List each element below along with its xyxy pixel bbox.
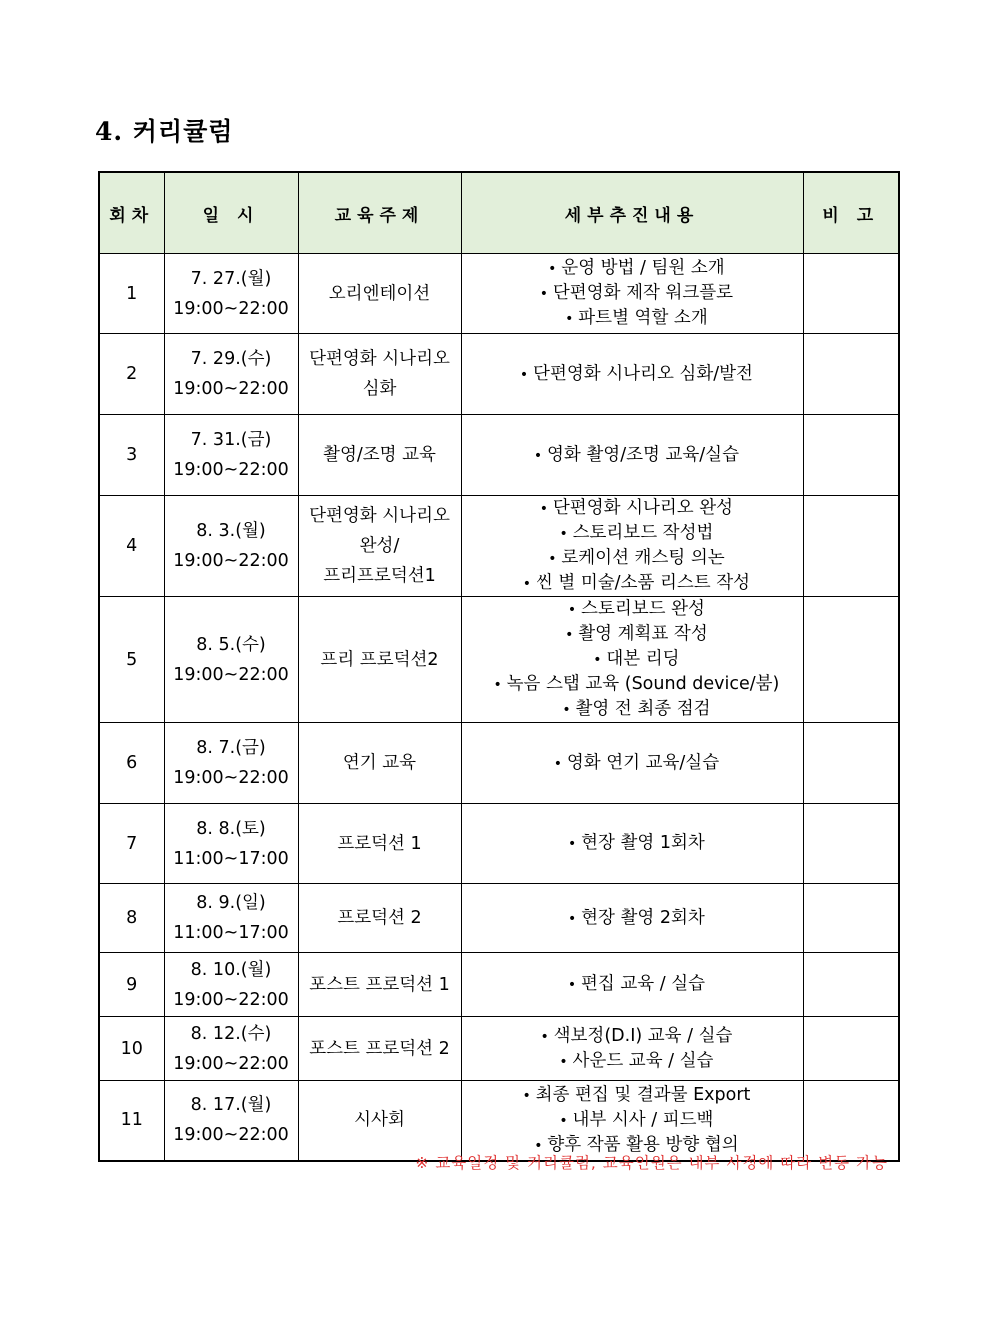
datetime-cell [164, 804, 298, 884]
details-list [462, 256, 803, 331]
details-cell [461, 415, 803, 496]
subject-cell [298, 723, 461, 804]
list-item: • 최종 편집 및 결과물 Export [462, 1083, 803, 1108]
list-item: • 단편영화 시나리오 완성 [462, 496, 803, 521]
details-list [462, 751, 803, 776]
datetime-cell [164, 723, 298, 804]
round-cell: 4 [99, 496, 164, 597]
subject-text: 포스트 프로덕션 1 [309, 974, 450, 995]
subject-text: 포스트 프로덕션 2 [309, 1038, 450, 1059]
list-item: • 촬영 전 최종 점검 [462, 697, 803, 722]
subject-text: 프리 프로덕션2 [320, 649, 439, 670]
list-item: • 단편영화 시나리오 심화/발전 [462, 362, 803, 387]
datetime-cell [164, 953, 298, 1017]
list-item: • 현장 촬영 2회차 [462, 906, 803, 931]
details-cell [461, 1017, 803, 1081]
details-cell [461, 496, 803, 597]
date-text: 7. 27.(월) [190, 268, 272, 289]
subject-text: 시사회 [354, 1110, 405, 1131]
details-cell [461, 334, 803, 415]
note-cell [803, 415, 899, 496]
subject-text: 촬영/조명 교육 [323, 445, 436, 465]
details-list [462, 831, 803, 856]
list-item: • 단편영화 제작 워크플로 [462, 281, 803, 306]
note-cell [803, 804, 899, 884]
datetime-cell [164, 254, 298, 334]
details-list [462, 362, 803, 387]
details-list [462, 443, 803, 468]
list-item: • 편집 교육 / 실습 [462, 972, 803, 997]
subject-text: 단편영화 시나리오 [309, 349, 450, 369]
time-text: 19:00~22:00 [173, 298, 289, 319]
header-round: 회차 [99, 172, 164, 254]
subject-cell [298, 597, 461, 723]
datetime-cell [164, 334, 298, 415]
curriculum-table [98, 171, 900, 1162]
details-list [462, 1083, 803, 1158]
subject-text: 프로덕션 2 [337, 908, 422, 928]
note-cell [803, 953, 899, 1017]
subject-cell [298, 496, 461, 597]
table-row [99, 254, 899, 334]
subject-cell [298, 884, 461, 953]
header-subject: 교육주제 [298, 172, 461, 254]
subject-cell [298, 953, 461, 1017]
list-item: • 촬영 계획표 작성 [462, 622, 803, 647]
round-cell: 6 [99, 723, 164, 804]
subject-text: 단편영화 시나리오 [309, 506, 450, 526]
table-row [99, 415, 899, 496]
table-row [99, 953, 899, 1017]
subject-text: 프로덕션 1 [337, 833, 422, 854]
datetime-cell [164, 884, 298, 953]
list-item: • 영화 촬영/조명 교육/실습 [462, 443, 803, 468]
datetime-cell [164, 496, 298, 597]
table-row [99, 804, 899, 884]
date-text: 8. 17.(월) [190, 1095, 272, 1116]
subject-text: 오리엔테이션 [328, 283, 431, 304]
time-text: 19:00~22:00 [173, 379, 289, 399]
date-text: 8. 12.(수) [190, 1023, 272, 1044]
details-cell [461, 884, 803, 953]
time-text: 19:00~22:00 [173, 1125, 289, 1146]
header-note: 비 고 [803, 172, 899, 254]
date-text: 7. 31.(금) [190, 430, 272, 450]
list-item: • 스토리보드 작성법 [462, 521, 803, 546]
datetime-cell [164, 597, 298, 723]
time-text: 19:00~22:00 [173, 460, 289, 480]
note-cell [803, 1017, 899, 1081]
subject-text: 완성/ [359, 536, 400, 556]
details-list [462, 1024, 803, 1074]
header-details: 세부추진내용 [461, 172, 803, 254]
table-row [99, 723, 899, 804]
list-item: • 씬 별 미술/소품 리스트 작성 [462, 571, 803, 596]
list-item: • 파트별 역할 소개 [462, 306, 803, 331]
note-cell [803, 1081, 899, 1161]
table-row [99, 496, 899, 597]
list-item: • 운영 방법 / 팀원 소개 [462, 256, 803, 281]
round-cell: 7 [99, 804, 164, 884]
time-text: 19:00~22:00 [173, 989, 289, 1010]
date-text: 7. 29.(수) [190, 349, 272, 369]
details-cell [461, 597, 803, 723]
note-cell [803, 723, 899, 804]
date-text: 8. 3.(월) [196, 521, 266, 541]
list-item: • 로케이션 캐스팅 의논 [462, 546, 803, 571]
round-cell: 8 [99, 884, 164, 953]
list-item: • 색보정(D.I) 교육 / 실습 [462, 1024, 803, 1049]
list-item: • 스토리보드 완성 [462, 597, 803, 622]
list-item: • 대본 리딩 [462, 647, 803, 672]
list-item: • 녹음 스탭 교육 (Sound device/붐) [462, 672, 803, 697]
table-row [99, 334, 899, 415]
note-cell [803, 496, 899, 597]
subject-cell [298, 1017, 461, 1081]
note-cell [803, 884, 899, 953]
table-row [99, 1081, 899, 1161]
subject-cell [298, 254, 461, 334]
details-list [462, 496, 803, 596]
datetime-cell [164, 1081, 298, 1161]
list-item: • 사운드 교육 / 실습 [462, 1049, 803, 1074]
round-cell: 1 [99, 254, 164, 334]
list-item: • 향후 작품 활용 방향 협의 [462, 1133, 803, 1158]
details-cell [461, 953, 803, 1017]
time-text: 19:00~22:00 [173, 768, 289, 788]
subject-text: 연기 교육 [342, 753, 417, 773]
round-cell: 3 [99, 415, 164, 496]
header-date: 일 시 [164, 172, 298, 254]
footnote: ※ 교육일정 및 커리큘럼, 교육인원은 내부 사정에 따라 변동 가능 [415, 1154, 888, 1172]
date-text: 8. 7.(금) [196, 738, 266, 758]
list-item: • 영화 연기 교육/실습 [462, 751, 803, 776]
note-cell [803, 254, 899, 334]
round-cell: 10 [99, 1017, 164, 1081]
datetime-cell [164, 1017, 298, 1081]
list-item: • 내부 시사 / 피드백 [462, 1108, 803, 1133]
section-title: 4. 커리큘럼 [95, 117, 234, 146]
details-cell [461, 1081, 803, 1161]
subject-cell [298, 804, 461, 884]
round-cell: 11 [99, 1081, 164, 1161]
datetime-cell [164, 415, 298, 496]
subject-cell [298, 334, 461, 415]
round-cell: 5 [99, 597, 164, 723]
time-text: 19:00~22:00 [173, 664, 289, 685]
details-cell [461, 804, 803, 884]
subject-cell [298, 415, 461, 496]
details-cell [461, 723, 803, 804]
table-row [99, 884, 899, 953]
round-cell: 2 [99, 334, 164, 415]
subject-text: 프리프로덕션1 [323, 566, 436, 586]
table-header-row [99, 172, 899, 254]
date-text: 8. 9.(일) [196, 893, 266, 913]
round-cell: 9 [99, 953, 164, 1017]
details-list [462, 972, 803, 997]
date-text: 8. 5.(수) [196, 634, 266, 655]
time-text: 11:00~17:00 [173, 848, 289, 869]
subject-text: 심화 [362, 379, 397, 399]
details-list [462, 906, 803, 931]
time-text: 19:00~22:00 [173, 1053, 289, 1074]
table-row [99, 597, 899, 723]
details-list [462, 597, 803, 722]
details-cell [461, 254, 803, 334]
date-text: 8. 10.(월) [190, 959, 272, 980]
time-text: 11:00~17:00 [173, 923, 289, 943]
table-row [99, 1017, 899, 1081]
subject-cell [298, 1081, 461, 1161]
table-body [99, 254, 899, 1161]
time-text: 19:00~22:00 [173, 551, 289, 571]
note-cell [803, 334, 899, 415]
date-text: 8. 8.(토) [196, 818, 266, 839]
list-item: • 현장 촬영 1회차 [462, 831, 803, 856]
note-cell [803, 597, 899, 723]
